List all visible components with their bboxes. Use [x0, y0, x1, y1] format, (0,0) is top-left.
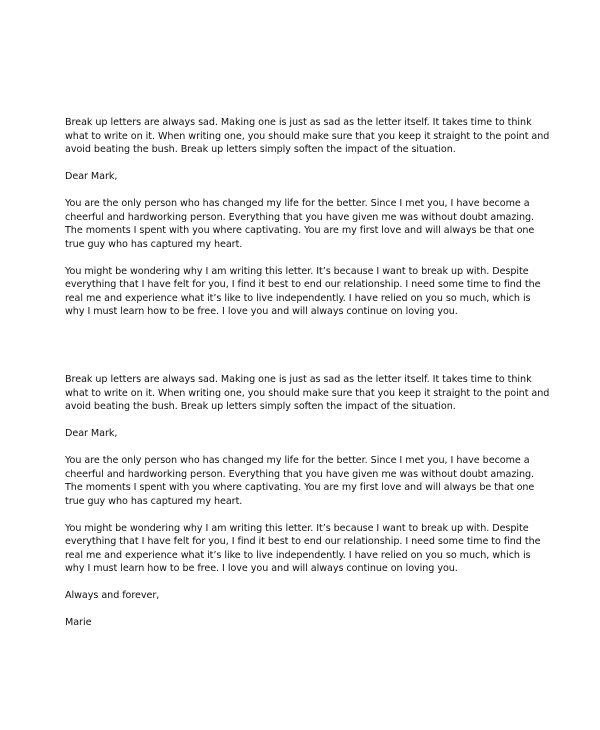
letter-2-body-paragraph-1: You are the only person who has changed my life for the better. Since I met you, I have become a cheerful and hardworking person. Everything that you have given me was without doubt amazing. The moments I spent with you where captivating. You are my first love and will always be that one true guy who has captured my heart. — [65, 455, 535, 507]
letter-block-2 — [65, 373, 550, 630]
letter-2-closing: Always and forever, — [65, 590, 160, 601]
letter-2-body-paragraph-2: You might be wondering why I am writing this letter. It’s because I want to break up with. Despite everything that I have felt for you, I find it best to end our relationship. I need some time to find the real me and experience what it’s like to live independently. I have relied on you so much, which is why I must learn how to be free. I love you and will always continue on loving you. — [65, 522, 541, 574]
letter-1-salutation: Dear Mark, — [65, 171, 118, 182]
letter-1-body-paragraph-2: You might be wondering why I am writing this letter. It’s because I want to break up with. Despite everything that I have felt for you, I find it best to end our relationship. I need some time to find the real me and experience what it’s like to live independently. I have relied on you so much, which is why I must learn how to be free. I love you and will always continue on loving you. — [65, 265, 541, 317]
letter-block-1 — [65, 116, 550, 319]
letter-2-intro-paragraph: Break up letters are always sad. Making one is just as sad as the letter itself. It takes time to think what to write on it. When writing one, you should make sure that you keep it straight to the point and avoid beating the bush. Break up letters simply soften the impact of the situation. — [65, 374, 550, 412]
letter-1-intro-paragraph: Break up letters are always sad. Making one is just as sad as the letter itself. It takes time to think what to write on it. When writing one, you should make sure that you keep it straight to the point and avoid beating the bush. Break up letters simply soften the impact of the situation. — [65, 117, 550, 155]
letter-2-salutation: Dear Mark, — [65, 428, 118, 439]
letter-2-signature: Marie — [65, 617, 92, 628]
letter-1-body-paragraph-1: You are the only person who has changed my life for the better. Since I met you, I have become a cheerful and hardworking person. Everything that you have given me was without doubt amazing. The moments I spent with you where captivating. You are my first love and will always be that one true guy who has captured my heart. — [65, 198, 535, 250]
